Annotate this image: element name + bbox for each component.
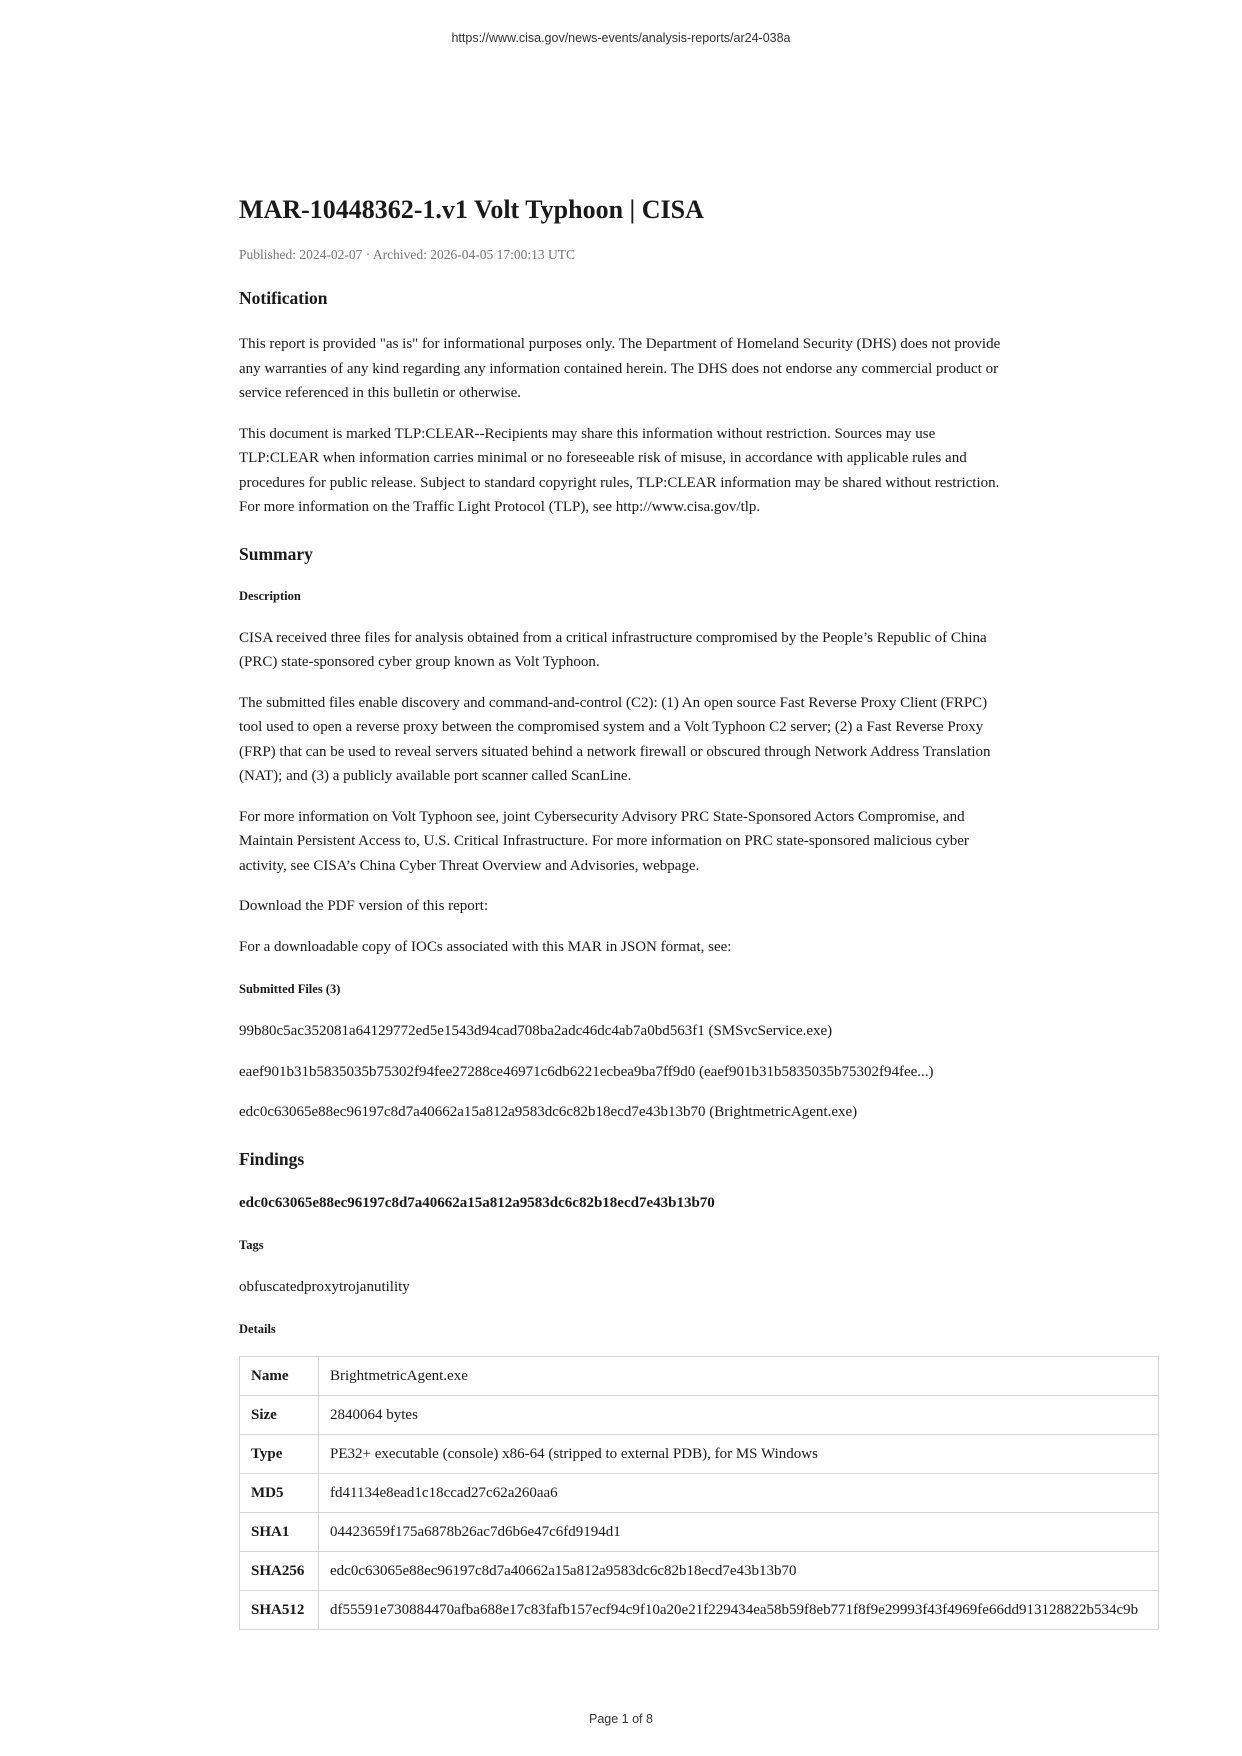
table-row — [240, 1552, 1159, 1591]
details-value: edc0c63065e88ec96197c8d7a40662a15a812a9583dc6c82b18ecd7e43b13b70 — [319, 1552, 1159, 1591]
details-key: MD5 — [240, 1474, 319, 1513]
publish-meta: Published: 2024-02-07 · Archived: 2026-04-05 17:00:13 UTC — [239, 247, 575, 262]
page-url-header: https://www.cisa.gov/news-events/analysis-reports/ar24-038a — [451, 31, 791, 45]
findings-heading: Findings — [239, 1148, 305, 1169]
details-value: BrightmetricAgent.exe — [319, 1357, 1159, 1396]
notification-paragraph: This report is provided "as is" for informational purposes only. The Department of Homeland Security (DHS) does not provide any warranties of any kind regarding any information contained herein. The DHS does not endorse any commercial product or service referenced in this bulletin or otherwise. — [239, 336, 1001, 401]
summary-heading: Summary — [239, 543, 313, 564]
details-value: fd41134e8ead1c18ccad27c62a260aa6 — [319, 1474, 1159, 1513]
details-key: Size — [240, 1396, 319, 1435]
pdf-download-text: Download the PDF version of this report: — [239, 898, 489, 914]
details-key: SHA1 — [240, 1513, 319, 1552]
finding-hash: edc0c63065e88ec96197c8d7a40662a15a812a9583dc6c82b18ecd7e43b13b70 — [239, 1194, 715, 1211]
submitted-file-item: edc0c63065e88ec96197c8d7a40662a15a812a9583dc6c82b18ecd7e43b13b70 (BrightmetricAgent.exe) — [239, 1104, 858, 1120]
details-key: Name — [240, 1357, 319, 1396]
summary-paragraph: CISA received three files for analysis obtained from a critical infrastructure compromised by the People’s Republic of China (PRC) state-sponsored cyber group known as Volt Typhoon. — [239, 629, 987, 670]
page-title: MAR-10448362-1.v1 Volt Typhoon | CISA — [239, 195, 704, 224]
submitted-file-item: 99b80c5ac352081a64129772ed5e1543d94cad708ba2adc46dc4ab7a0bd563f1 (SMSvcService.exe) — [239, 1023, 833, 1039]
table-row — [240, 1357, 1159, 1396]
details-key: SHA512 — [240, 1591, 319, 1630]
notification-heading: Notification — [239, 288, 328, 308]
tags-value: obfuscatedproxytrojanutility — [239, 1278, 410, 1295]
details-value: 04423659f175a6878b26ac7d6b6e47c6fd9194d1 — [319, 1513, 1159, 1552]
page-number: Page 1 of 8 — [589, 1712, 653, 1726]
ioc-download-text: For a downloadable copy of IOCs associated with this MAR in JSON format, see: — [239, 938, 732, 955]
table-row — [240, 1474, 1159, 1513]
notification-paragraph: This document is marked TLP:CLEAR--Recipients may share this information without restriction. Sources may use TLP:CLEAR when information carries minimal or no foreseeable risk of misuse, in accordance with applicable rules and procedures for public release. Subject to standard copyright rules, TLP:CLEAR information may be shared without restriction. For more information on the Traffic Light Protocol (TLP), see http://www.cisa.gov/tlp. — [239, 425, 1000, 515]
table-row — [240, 1396, 1159, 1435]
details-key: SHA256 — [240, 1552, 319, 1591]
details-value: 2840064 bytes — [319, 1396, 1159, 1435]
description-heading: Description — [239, 588, 301, 603]
submitted-file-item: eaef901b31b5835035b75302f94fee27288ce46971c6db6221ecbea9ba7ff9d0 (eaef901b31b5835035b75302f94fee...) — [239, 1063, 934, 1080]
details-heading: Details — [239, 1322, 276, 1336]
summary-paragraph: For more information on Volt Typhoon see, joint Cybersecurity Advisory PRC State-Sponsored Actors Compromise, and Maintain Persistent Access to, U.S. Critical Infrastructure. For more information on PRC state-sponsored malicious cyber activity, see CISA’s China Cyber Threat Overview and Advisories, webpage. — [239, 808, 969, 874]
table-row — [240, 1591, 1159, 1630]
summary-paragraph: The submitted files enable discovery and command-and-control (C2): (1) An open source Fast Reverse Proxy Client (FRPC) tool used to open a reverse proxy between the compromised system and a Volt Typhoon C2 server; (2) a Fast Reverse Proxy (FRP) that can be used to reveal servers situated behind a network firewall or obscured through Network Address Translation (NAT); and (3) a publicly available port scanner called ScanLine. — [239, 694, 991, 784]
submitted-files-heading: Submitted Files (3) — [239, 982, 341, 996]
tags-heading: Tags — [239, 1237, 264, 1252]
details-table — [239, 1356, 1159, 1630]
details-value: PE32+ executable (console) x86-64 (stripped to external PDB), for MS Windows — [319, 1435, 1159, 1474]
details-value: df55591e730884470afba688e17c83fafb157ecf94c9f10a20e21f229434ea58b59f8eb771f8f9e29993f43f4969fe66dd913128822b534c9b — [319, 1591, 1159, 1630]
article-content — [239, 193, 1006, 1337]
details-key: Type — [240, 1435, 319, 1474]
table-row — [240, 1435, 1159, 1474]
table-row — [240, 1513, 1159, 1552]
